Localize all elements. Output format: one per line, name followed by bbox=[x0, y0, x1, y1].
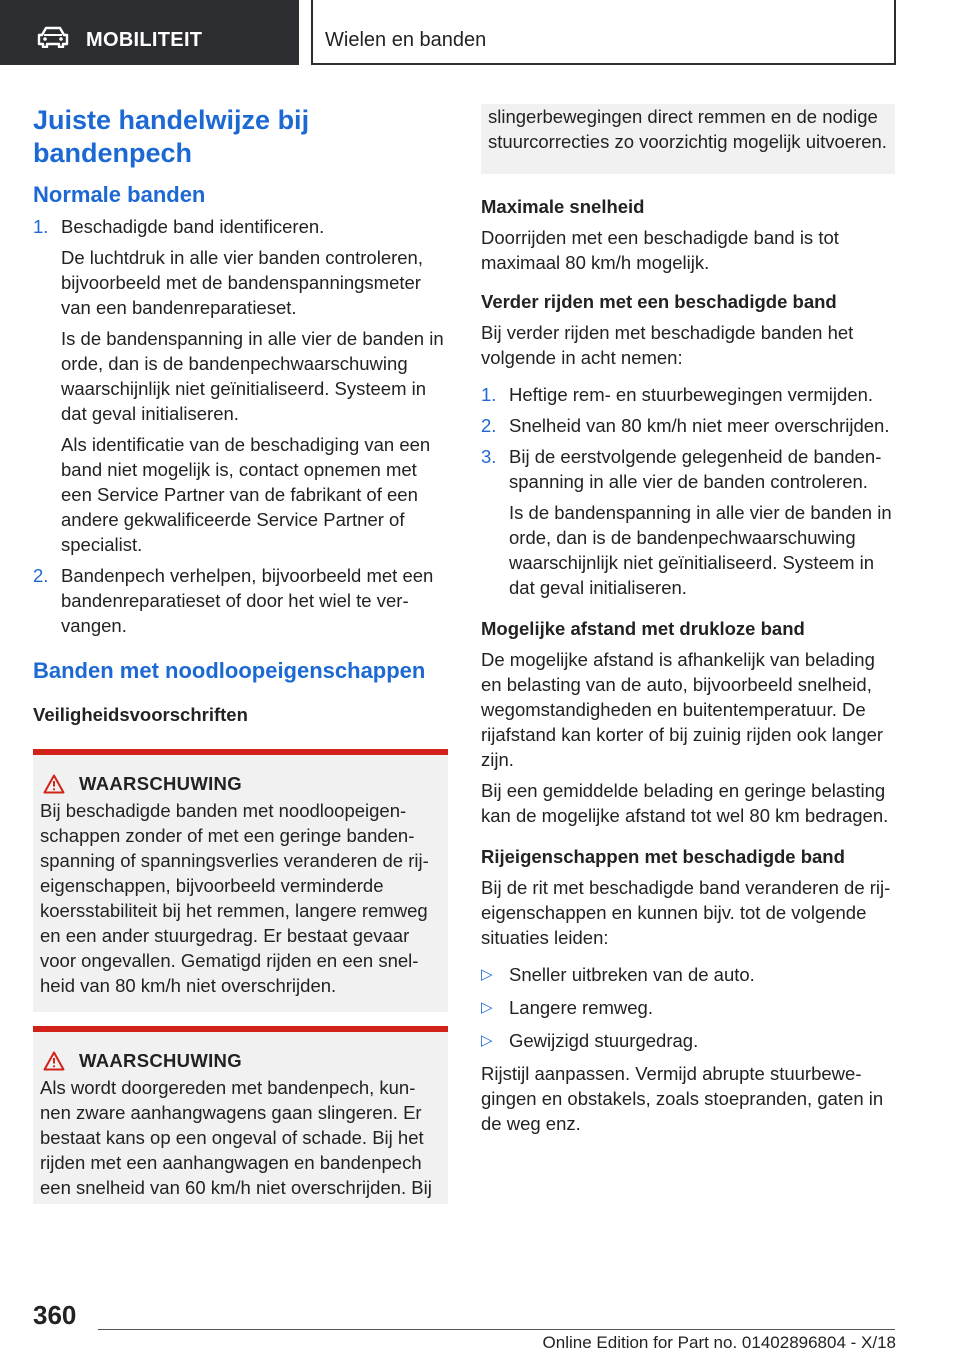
step-detail: Is de bandenspanning in alle vier de banden in orde, dan is de bandenpechwaarschuwing waarschijnlijk niet geïnitialiseerd. Systeem in dat geval initialiseren. bbox=[509, 502, 892, 598]
warning-icon bbox=[43, 1051, 65, 1071]
step-text: Bandenpech verhelpen, bijvoorbeeld met een bandenreparatieset of door het wiel te vervangen. bbox=[61, 565, 434, 636]
list-item bbox=[481, 382, 895, 407]
normal-tires-steps bbox=[33, 214, 448, 638]
runflat-heading: Banden met noodloopeigenschappen bbox=[33, 658, 426, 683]
max-speed-text: Doorrijden met een beschadigde band is tot maximaal 80 km/h mogelijk. bbox=[481, 227, 839, 273]
safety-heading: Veiligheidsvoorschriften bbox=[33, 704, 248, 725]
bullet-text: Langere remweg. bbox=[509, 997, 653, 1018]
distance-heading: Mogelijke afstand met drukloze band bbox=[481, 618, 805, 639]
list-item bbox=[481, 995, 895, 1020]
step-text: Snelheid van 80 km/h niet meer overschrijden. bbox=[509, 415, 890, 436]
closing-text: Rijstijl aanpassen. Vermijd abrupte stuurbewegingen en obstakels, zoals stoepranden, gaten in de weg enz. bbox=[481, 1063, 884, 1134]
warning-box bbox=[33, 749, 448, 1012]
car-icon bbox=[37, 26, 69, 48]
triangle-bullet-icon: ▷ bbox=[481, 966, 493, 983]
warning-continuation bbox=[481, 104, 895, 174]
normal-tires-heading: Normale banden bbox=[33, 182, 206, 207]
step-detail: Als identificatie van de beschadiging van een band niet mogelijk is, contact opnemen met een Service Partner van de fabrikant of een andere gekwalificeerde Service Partner of specialist. bbox=[61, 434, 431, 555]
further-driving-steps bbox=[481, 382, 895, 600]
warning-title bbox=[40, 1048, 440, 1073]
list-item bbox=[33, 214, 448, 557]
triangle-bullet-icon: ▷ bbox=[481, 999, 493, 1016]
warning-label: WAARSCHUWING bbox=[79, 773, 242, 794]
distance-text: Bij een gemiddelde belading en geringe belasting kan de mogelijke afstand tot wel 80 km bedragen. bbox=[481, 780, 889, 826]
warning-text: Bij beschadigde banden met noodloopeigenschappen zonder of met een geringe bandenspanning of spanningsverlies veranderen de rijeigenschappen, bijvoorbeeld verminderde koersstabiliteit bij het remmen, langere remweg en een ander stuurgedrag. Er bestaat gevaar voor ongevallen. Gematigd rijden en een snelheid van 80 km/h niet overschrijden. bbox=[40, 800, 429, 996]
warning-title bbox=[40, 771, 440, 796]
edition-note: Online Edition for Part no. 01402896804 - X/18 bbox=[542, 1333, 896, 1352]
warning-label: WAARSCHUWING bbox=[79, 1050, 242, 1071]
list-item bbox=[481, 962, 895, 987]
step-text: Bij de eerstvolgende gelegenheid de bandenspanning in alle vier de banden controleren. bbox=[509, 446, 882, 492]
step-number: 1. bbox=[33, 216, 49, 237]
list-item bbox=[481, 413, 895, 438]
further-driving-text: Bij verder rijden met beschadigde banden het volgende in acht nemen: bbox=[481, 322, 854, 368]
step-number: 1. bbox=[481, 384, 497, 405]
driving-properties-heading: Rijeigenschappen met beschadigde band bbox=[481, 846, 845, 867]
step-number: 3. bbox=[481, 446, 497, 467]
footer-divider bbox=[98, 1329, 895, 1330]
step-text: Beschadigde band identificeren. bbox=[61, 216, 325, 237]
list-item bbox=[33, 563, 448, 638]
bullet-text: Sneller uitbreken van de auto. bbox=[509, 964, 755, 985]
triangle-bullet-icon: ▷ bbox=[481, 1032, 493, 1049]
warning-icon bbox=[43, 774, 65, 794]
step-number: 2. bbox=[481, 415, 497, 436]
further-driving-heading: Verder rijden met een beschadigde band bbox=[481, 291, 837, 312]
warning-box bbox=[33, 1026, 448, 1204]
left-column bbox=[33, 104, 448, 1218]
chapter-title: Wielen en banden bbox=[325, 29, 487, 51]
distance-text: De mogelijke afstand is afhankelijk van belading en belasting van de auto, bijvoorbeeld snelheid, wegomstandigheden en buitentemperatuur. De rijafstand kan korter of bij zuinig rijden ook langer zijn. bbox=[481, 649, 884, 770]
section-title: MOBILITEIT bbox=[86, 29, 203, 51]
warning-text: slingerbewegingen direct remmen en de nodige stuurcorrecties zo voorzichtig mogelijk uitvoeren. bbox=[488, 106, 887, 152]
bullet-text: Gewijzigd stuurgedrag. bbox=[509, 1030, 699, 1051]
right-column bbox=[481, 104, 895, 1145]
warning-text: Als wordt doorgereden met bandenpech, kunnen zware aanhangwagens gaan slingeren. Er bestaat kans op een ongeval of schade. Bij het rijden met een aanhangwagen en bandenpech een snelheid van 60 km/h niet overschrijden. Bij bbox=[40, 1077, 432, 1198]
step-number: 2. bbox=[33, 565, 49, 586]
page-number: 360 bbox=[33, 1300, 77, 1330]
driving-properties-list bbox=[481, 962, 895, 1053]
step-text: Heftige rem- en stuurbewegingen vermijden. bbox=[509, 384, 874, 405]
driving-properties-text: Bij de rit met beschadigde band veranderen de rij-eigenschappen en kunnen bijv. tot de volgende situaties leiden: bbox=[481, 877, 891, 948]
step-detail: De luchtdruk in alle vier banden controleren, bijvoorbeeld met de bandenspanningsmeter van een bandenreparatieset. bbox=[61, 247, 423, 318]
list-item bbox=[481, 444, 895, 600]
step-detail: Is de bandenspanning in alle vier de banden in orde, dan is de bandenpechwaarschuwing waarschijnlijk niet geïnitialiseerd. Systeem in dat geval initialiseren. bbox=[61, 328, 444, 424]
chapter-header bbox=[311, 0, 896, 65]
section-header bbox=[0, 0, 299, 65]
max-speed-heading: Maximale snelheid bbox=[481, 196, 645, 217]
page-title: Juiste handelwijze bij bandenpech bbox=[33, 105, 310, 168]
list-item bbox=[481, 1028, 895, 1053]
